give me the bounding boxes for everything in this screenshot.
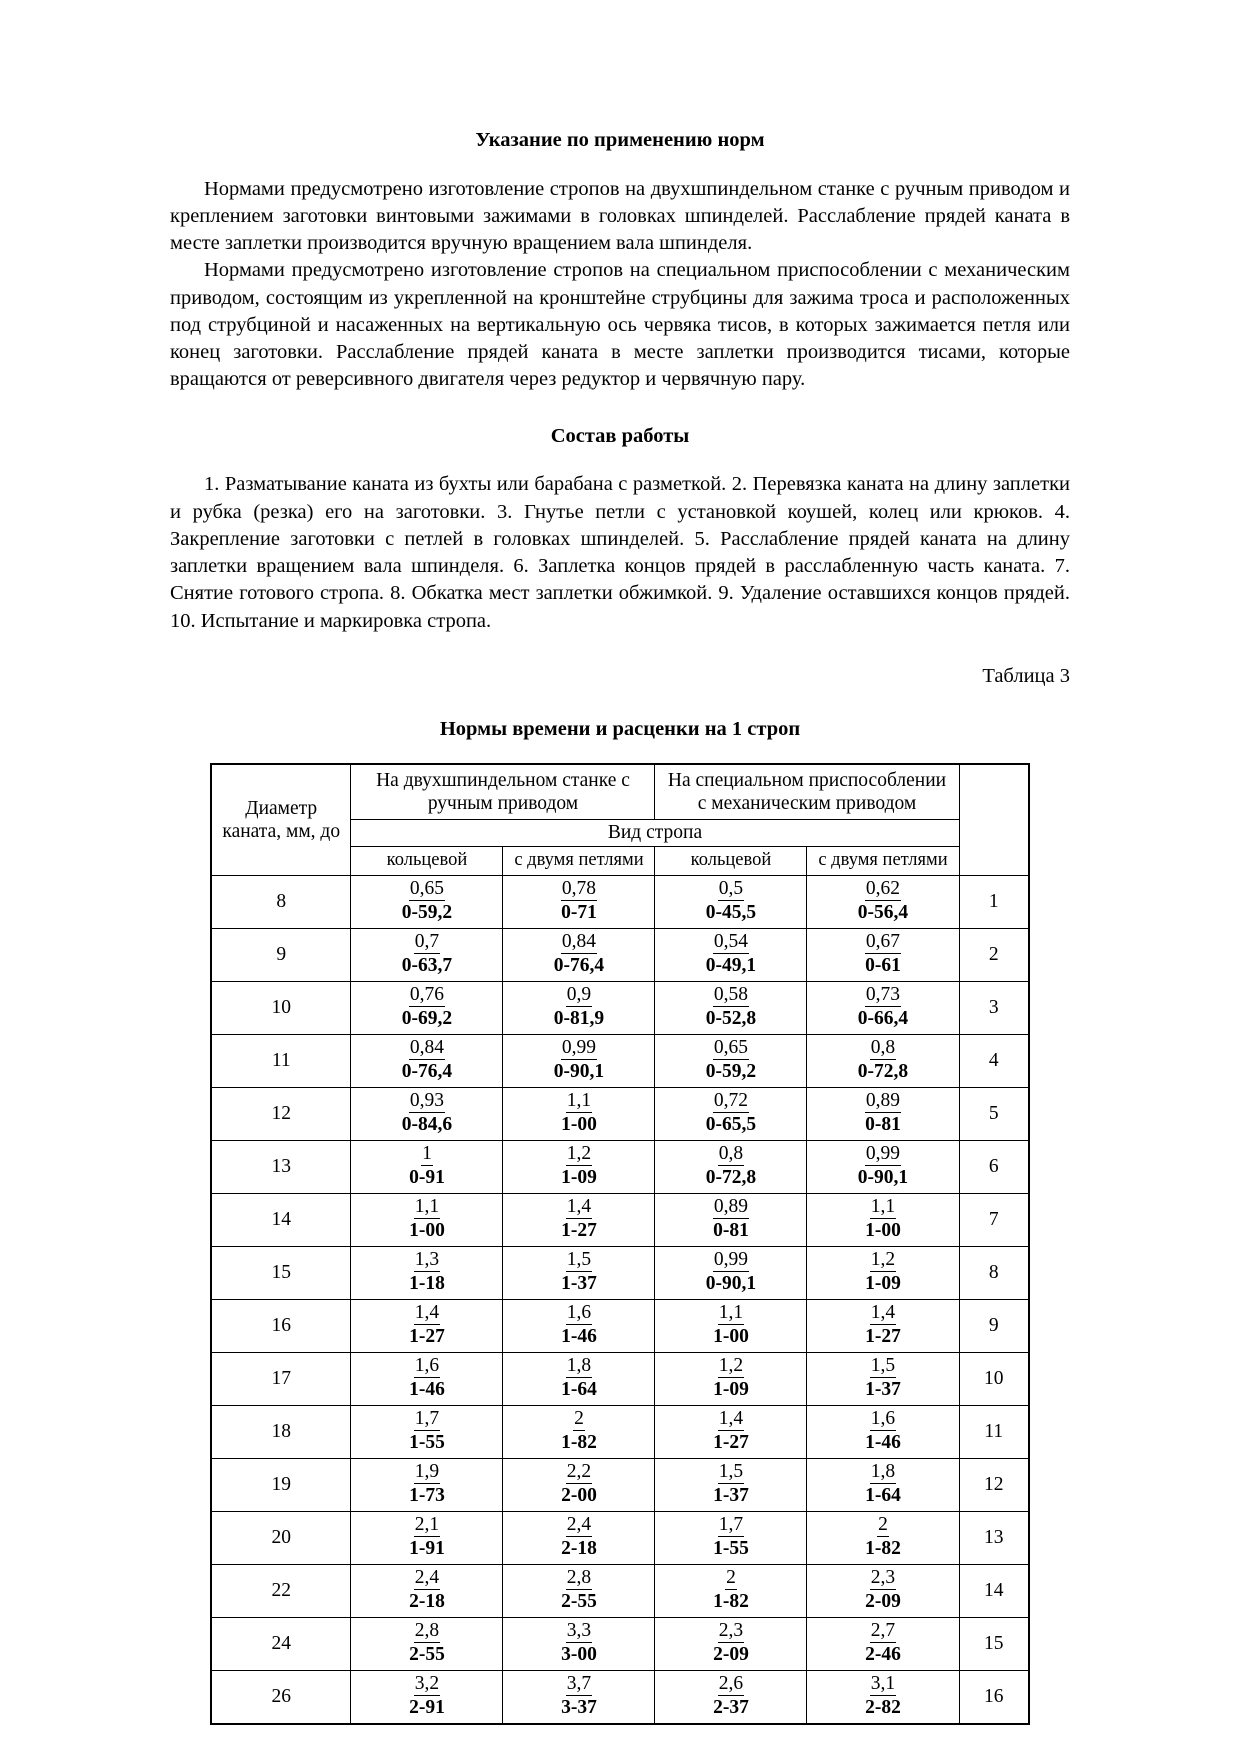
cell-row-number: 14	[959, 1564, 1029, 1617]
value-norm-time: 0,67	[865, 931, 901, 953]
cell-diameter: 18	[211, 1405, 351, 1458]
value-rate: 0-72,8	[705, 1166, 757, 1188]
cell-manual-ring	[351, 1405, 503, 1458]
cell-manual-ring	[351, 1564, 503, 1617]
cell-mechanical-two-loops	[807, 1246, 959, 1299]
cell-diameter: 10	[211, 981, 351, 1034]
cell-manual-two-loops	[503, 1246, 655, 1299]
value-norm-time: 0,62	[865, 878, 901, 900]
table-body	[211, 875, 1029, 1724]
header-group-mechanical-line2: с механическим приводом	[697, 792, 917, 814]
value-rate: 1-46	[409, 1378, 445, 1400]
header-row-groups	[211, 764, 1029, 820]
value-norm-time: 1,6	[870, 1408, 896, 1430]
header-group-manual-line1: На двухшпиндельном станке с	[376, 769, 630, 791]
cell-mechanical-two-loops	[807, 1405, 959, 1458]
value-rate: 2-55	[561, 1590, 597, 1612]
cell-manual-two-loops	[503, 1617, 655, 1670]
cell-manual-two-loops	[503, 1087, 655, 1140]
table-row	[211, 1458, 1029, 1511]
value-norm-time: 1,1	[414, 1196, 440, 1218]
cell-mechanical-ring	[655, 981, 807, 1034]
cell-manual-two-loops	[503, 1511, 655, 1564]
value-rate: 0-90,1	[553, 1060, 605, 1082]
cell-mechanical-ring	[655, 875, 807, 928]
cell-mechanical-two-loops	[807, 981, 959, 1034]
value-norm-time: 0,58	[713, 984, 749, 1006]
spacer	[170, 635, 1070, 665]
section-heading-norms: Указание по применению норм	[475, 129, 765, 151]
value-rate: 0-56,4	[857, 901, 909, 923]
value-norm-time: 1,1	[718, 1302, 744, 1324]
spacer	[170, 154, 1070, 176]
value-norm-time: 1	[422, 1143, 432, 1165]
value-norm-time: 0,8	[870, 1037, 896, 1059]
cell-manual-two-loops	[503, 1352, 655, 1405]
cell-manual-two-loops	[503, 1458, 655, 1511]
value-rate: 0-63,7	[401, 954, 453, 976]
table-row	[211, 1140, 1029, 1193]
table-row	[211, 1511, 1029, 1564]
cell-mechanical-two-loops	[807, 1670, 959, 1724]
value-rate: 0-81,9	[553, 1007, 605, 1029]
cell-mechanical-ring	[655, 1246, 807, 1299]
value-norm-time: 0,99	[713, 1249, 749, 1271]
value-rate: 1-46	[865, 1431, 901, 1453]
cell-manual-two-loops	[503, 1034, 655, 1087]
value-rate: 2-46	[865, 1643, 901, 1665]
cell-mechanical-two-loops	[807, 1617, 959, 1670]
value-rate: 1-37	[561, 1272, 597, 1294]
value-norm-time: 0,73	[865, 984, 901, 1006]
value-norm-time: 1,3	[414, 1249, 440, 1271]
cell-manual-two-loops	[503, 1564, 655, 1617]
value-rate: 0-69,2	[401, 1007, 453, 1029]
value-norm-time: 2,3	[718, 1620, 744, 1642]
cell-manual-ring	[351, 981, 503, 1034]
value-rate: 1-64	[865, 1484, 901, 1506]
cell-manual-ring	[351, 1140, 503, 1193]
value-rate: 0-90,1	[705, 1272, 757, 1294]
value-rate: 1-27	[713, 1431, 749, 1453]
value-rate: 1-55	[409, 1431, 445, 1453]
table-row	[211, 1405, 1029, 1458]
value-rate: 1-64	[561, 1378, 597, 1400]
cell-diameter: 11	[211, 1034, 351, 1087]
table-row	[211, 1193, 1029, 1246]
cell-mechanical-two-loops	[807, 875, 959, 928]
cell-diameter: 20	[211, 1511, 351, 1564]
table-row	[211, 1670, 1029, 1724]
value-norm-time: 1,4	[566, 1196, 592, 1218]
cell-mechanical-two-loops	[807, 1511, 959, 1564]
cell-manual-ring	[351, 875, 503, 928]
value-rate: 0-76,4	[401, 1060, 453, 1082]
spacer	[170, 688, 1070, 718]
value-norm-time: 0,7	[414, 931, 440, 953]
value-norm-time: 2,8	[566, 1567, 592, 1589]
cell-diameter: 22	[211, 1564, 351, 1617]
value-norm-time: 2,2	[566, 1461, 592, 1483]
table-row	[211, 875, 1029, 928]
value-rate: 1-27	[409, 1325, 445, 1347]
cell-row-number: 13	[959, 1511, 1029, 1564]
value-rate: 1-46	[561, 1325, 597, 1347]
value-norm-time: 0,72	[713, 1090, 749, 1112]
cell-mechanical-ring	[655, 1670, 807, 1724]
value-rate: 1-18	[409, 1272, 445, 1294]
value-rate: 1-73	[409, 1484, 445, 1506]
cell-row-number: 7	[959, 1193, 1029, 1246]
value-rate: 1-27	[561, 1219, 597, 1241]
table-row	[211, 1299, 1029, 1352]
value-rate: 1-00	[409, 1219, 445, 1241]
header-row-number	[959, 764, 1029, 876]
value-norm-time: 1,8	[566, 1355, 592, 1377]
value-norm-time: 0,89	[713, 1196, 749, 1218]
cell-mechanical-two-loops	[807, 1034, 959, 1087]
value-norm-time: 1,5	[566, 1249, 592, 1271]
header-diameter-line1: Диаметр	[245, 797, 318, 819]
cell-mechanical-ring	[655, 1299, 807, 1352]
value-norm-time: 1,1	[870, 1196, 896, 1218]
value-rate: 0-49,1	[705, 954, 757, 976]
table-row	[211, 1246, 1029, 1299]
cell-diameter: 19	[211, 1458, 351, 1511]
cell-manual-two-loops	[503, 1193, 655, 1246]
value-norm-time: 2	[878, 1514, 888, 1536]
value-norm-time: 0,84	[409, 1037, 445, 1059]
table-row	[211, 1034, 1029, 1087]
value-rate: 2-09	[865, 1590, 901, 1612]
cell-diameter: 15	[211, 1246, 351, 1299]
value-rate: 1-27	[865, 1325, 901, 1347]
header-group-manual-line2: ручным приводом	[427, 792, 579, 814]
cell-manual-two-loops	[503, 875, 655, 928]
cell-row-number: 9	[959, 1299, 1029, 1352]
value-norm-time: 0,65	[713, 1037, 749, 1059]
value-rate: 0-90,1	[857, 1166, 909, 1188]
value-rate: 3-00	[561, 1643, 597, 1665]
cell-mechanical-ring	[655, 1087, 807, 1140]
cell-manual-ring	[351, 1511, 503, 1564]
cell-row-number: 4	[959, 1034, 1029, 1087]
value-norm-time: 2	[726, 1567, 736, 1589]
paragraph-norms-2: Нормами предусмотрено изготовление стропов на специальном приспособлении с механическим приводом, состоящим из укрепленной на кронштейне струбцины для зажима троса и расположенных под струбциной и насаженных на вертикальную ось червяка тисов, в которых зажимается петля или конец заготовки. Расслабление прядей каната в месте заплетки производится тисами, которые вращаются от реверсивного двигателя через редуктор и червячную пару.	[170, 259, 1070, 391]
table-row	[211, 1617, 1029, 1670]
table-row	[211, 1564, 1029, 1617]
value-rate: 2-37	[713, 1696, 749, 1718]
value-rate: 2-82	[865, 1696, 901, 1718]
value-rate: 2-55	[409, 1643, 445, 1665]
value-rate: 0-72,8	[857, 1060, 909, 1082]
cell-mechanical-ring	[655, 1511, 807, 1564]
value-norm-time: 2,3	[870, 1567, 896, 1589]
cell-diameter: 24	[211, 1617, 351, 1670]
cell-manual-two-loops	[503, 1670, 655, 1724]
cell-mechanical-two-loops	[807, 1193, 959, 1246]
spacer	[170, 394, 1070, 424]
paragraph-work-composition: 1. Разматывание каната из бухты или барабана с разметкой. 2. Перевязка каната на длину заплетки и рубка (резка) его на заготовки. 3. Гнутье петли с установкой коушей, колец или крюков. 4. Закрепление заготовки с петлей в головках шпинделей. 5. Расслабление прядей каната на длину заплетки вращением вала шпинделя. 6. Заплетка концов прядей в расслабленную часть каната. 7. Снятие готового стропа. 8. Обкатка мест заплетки обжимкой. 9. Удаление оставшихся концов прядей. 10. Испытание и маркировка стропа.	[170, 473, 1070, 632]
value-rate: 0-76,4	[553, 954, 605, 976]
spacer	[170, 449, 1070, 471]
value-rate: 1-82	[865, 1537, 901, 1559]
cell-manual-two-loops	[503, 1405, 655, 1458]
cell-diameter: 14	[211, 1193, 351, 1246]
header-sling-type: Вид стропа	[351, 819, 959, 846]
cell-diameter: 12	[211, 1087, 351, 1140]
value-norm-time: 2	[574, 1408, 584, 1430]
value-rate: 0-81	[865, 1113, 901, 1135]
cell-manual-two-loops	[503, 981, 655, 1034]
cell-manual-ring	[351, 1087, 503, 1140]
value-norm-time: 2,4	[566, 1514, 592, 1536]
value-rate: 1-09	[561, 1166, 597, 1188]
cell-row-number: 8	[959, 1246, 1029, 1299]
table-title: Нормы времени и расценки на 1 строп	[439, 717, 801, 740]
value-norm-time: 0,5	[718, 878, 744, 900]
value-norm-time: 0,78	[561, 878, 597, 900]
cell-mechanical-two-loops	[807, 1458, 959, 1511]
value-rate: 1-91	[409, 1537, 445, 1559]
value-norm-time: 2,4	[414, 1567, 440, 1589]
cell-row-number: 5	[959, 1087, 1029, 1140]
section-heading-work-composition: Состав работы	[550, 424, 690, 447]
value-rate: 0-59,2	[401, 901, 453, 923]
cell-mechanical-two-loops	[807, 1564, 959, 1617]
value-norm-time: 3,1	[870, 1673, 896, 1695]
value-norm-time: 1,1	[566, 1090, 592, 1112]
cell-manual-ring	[351, 1299, 503, 1352]
value-rate: 0-59,2	[705, 1060, 757, 1082]
value-rate: 1-00	[561, 1113, 597, 1135]
value-rate: 1-00	[865, 1219, 901, 1241]
value-norm-time: 0,8	[718, 1143, 744, 1165]
value-norm-time: 1,4	[870, 1302, 896, 1324]
cell-manual-two-loops	[503, 1299, 655, 1352]
value-rate: 2-18	[561, 1537, 597, 1559]
cell-mechanical-ring	[655, 928, 807, 981]
value-norm-time: 1,5	[718, 1461, 744, 1483]
cell-row-number: 3	[959, 981, 1029, 1034]
value-norm-time: 2,7	[870, 1620, 896, 1642]
value-rate: 1-37	[865, 1378, 901, 1400]
value-rate: 0-52,8	[705, 1007, 757, 1029]
cell-mechanical-ring	[655, 1564, 807, 1617]
value-norm-time: 2,8	[414, 1620, 440, 1642]
value-norm-time: 1,9	[414, 1461, 440, 1483]
cell-mechanical-ring	[655, 1405, 807, 1458]
cell-mechanical-two-loops	[807, 1352, 959, 1405]
header-mechanical-ring: кольцевой	[655, 846, 807, 875]
cell-row-number: 12	[959, 1458, 1029, 1511]
cell-diameter: 9	[211, 928, 351, 981]
header-group-manual	[351, 764, 655, 820]
value-rate: 1-09	[713, 1378, 749, 1400]
header-manual-two-loops: с двумя петлями	[503, 846, 655, 875]
cell-mechanical-two-loops	[807, 1087, 959, 1140]
cell-row-number: 6	[959, 1140, 1029, 1193]
value-norm-time: 0,99	[561, 1037, 597, 1059]
value-rate: 2-91	[409, 1696, 445, 1718]
value-norm-time: 0,9	[566, 984, 592, 1006]
cell-mechanical-two-loops	[807, 1299, 959, 1352]
value-norm-time: 0,99	[865, 1143, 901, 1165]
cell-mechanical-ring	[655, 1193, 807, 1246]
value-norm-time: 1,5	[870, 1355, 896, 1377]
value-rate: 0-65,5	[705, 1113, 757, 1135]
value-norm-time: 2,1	[414, 1514, 440, 1536]
cell-mechanical-ring	[655, 1034, 807, 1087]
value-norm-time: 3,7	[566, 1673, 592, 1695]
cell-manual-two-loops	[503, 928, 655, 981]
cell-mechanical-ring	[655, 1617, 807, 1670]
value-norm-time: 3,2	[414, 1673, 440, 1695]
value-norm-time: 0,65	[409, 878, 445, 900]
cell-mechanical-ring	[655, 1140, 807, 1193]
cell-diameter: 13	[211, 1140, 351, 1193]
value-rate: 0-84,6	[401, 1113, 453, 1135]
value-rate: 0-61	[865, 954, 901, 976]
cell-row-number: 2	[959, 928, 1029, 981]
cell-row-number: 1	[959, 875, 1029, 928]
cell-diameter: 17	[211, 1352, 351, 1405]
cell-manual-ring	[351, 1670, 503, 1724]
table-row	[211, 928, 1029, 981]
table-row	[211, 981, 1029, 1034]
cell-row-number: 10	[959, 1352, 1029, 1405]
cell-mechanical-two-loops	[807, 928, 959, 981]
value-norm-time: 0,76	[409, 984, 445, 1006]
cell-manual-ring	[351, 1246, 503, 1299]
cell-manual-ring	[351, 1617, 503, 1670]
header-group-mechanical	[655, 764, 959, 820]
cell-row-number: 11	[959, 1405, 1029, 1458]
value-norm-time: 1,2	[870, 1249, 896, 1271]
value-norm-time: 1,6	[566, 1302, 592, 1324]
value-rate: 0-45,5	[705, 901, 757, 923]
cell-manual-two-loops	[503, 1140, 655, 1193]
header-diameter	[211, 764, 351, 876]
cell-mechanical-ring	[655, 1458, 807, 1511]
value-norm-time: 1,4	[718, 1408, 744, 1430]
cell-mechanical-two-loops	[807, 1140, 959, 1193]
header-mechanical-two-loops: с двумя петлями	[807, 846, 959, 875]
value-norm-time: 2,6	[718, 1673, 744, 1695]
value-norm-time: 1,2	[718, 1355, 744, 1377]
table-header	[211, 764, 1029, 876]
value-rate: 3-37	[561, 1696, 597, 1718]
cell-manual-ring	[351, 1352, 503, 1405]
table-label: Таблица 3	[982, 664, 1070, 687]
value-rate: 1-82	[713, 1590, 749, 1612]
cell-row-number: 15	[959, 1617, 1029, 1670]
table-row	[211, 1352, 1029, 1405]
value-norm-time: 1,7	[414, 1408, 440, 1430]
cell-diameter: 26	[211, 1670, 351, 1724]
value-norm-time: 1,2	[566, 1143, 592, 1165]
norms-table	[210, 763, 1030, 1725]
value-norm-time: 1,7	[718, 1514, 744, 1536]
value-rate: 1-37	[713, 1484, 749, 1506]
value-rate: 1-82	[561, 1431, 597, 1453]
cell-diameter: 16	[211, 1299, 351, 1352]
value-rate: 2-09	[713, 1643, 749, 1665]
header-diameter-line2: каната, мм, до	[222, 820, 341, 842]
value-norm-time: 0,93	[409, 1090, 445, 1112]
value-norm-time: 0,54	[713, 931, 749, 953]
value-rate: 1-00	[713, 1325, 749, 1347]
table-row	[211, 1087, 1029, 1140]
cell-manual-ring	[351, 1193, 503, 1246]
spacer	[170, 741, 1070, 763]
cell-mechanical-ring	[655, 1352, 807, 1405]
paragraph-norms-1: Нормами предусмотрено изготовление стропов на двухшпиндельном станке с ручным приводом и креплением заготовки винтовыми зажимами в головках шпинделей. Расслабление прядей каната в месте заплетки производится вручную вращением вала шпинделя.	[170, 177, 1070, 255]
cell-manual-ring	[351, 1458, 503, 1511]
value-rate: 1-55	[713, 1537, 749, 1559]
cell-manual-ring	[351, 1034, 503, 1087]
value-rate: 0-91	[409, 1166, 445, 1188]
value-norm-time: 1,4	[414, 1302, 440, 1324]
header-group-mechanical-line1: На специальном приспособлении	[667, 769, 947, 791]
value-norm-time: 0,89	[865, 1090, 901, 1112]
value-norm-time: 3,3	[566, 1620, 592, 1642]
value-rate: 1-09	[865, 1272, 901, 1294]
value-rate: 0-81	[713, 1219, 749, 1241]
value-norm-time: 1,8	[870, 1461, 896, 1483]
cell-diameter: 8	[211, 875, 351, 928]
value-norm-time: 0,84	[561, 931, 597, 953]
value-rate: 2-00	[561, 1484, 597, 1506]
value-rate: 0-71	[561, 901, 597, 923]
header-manual-ring: кольцевой	[351, 846, 503, 875]
value-rate: 0-66,4	[857, 1007, 909, 1029]
cell-manual-ring	[351, 928, 503, 981]
value-rate: 2-18	[409, 1590, 445, 1612]
value-norm-time: 1,6	[414, 1355, 440, 1377]
cell-row-number: 16	[959, 1670, 1029, 1724]
